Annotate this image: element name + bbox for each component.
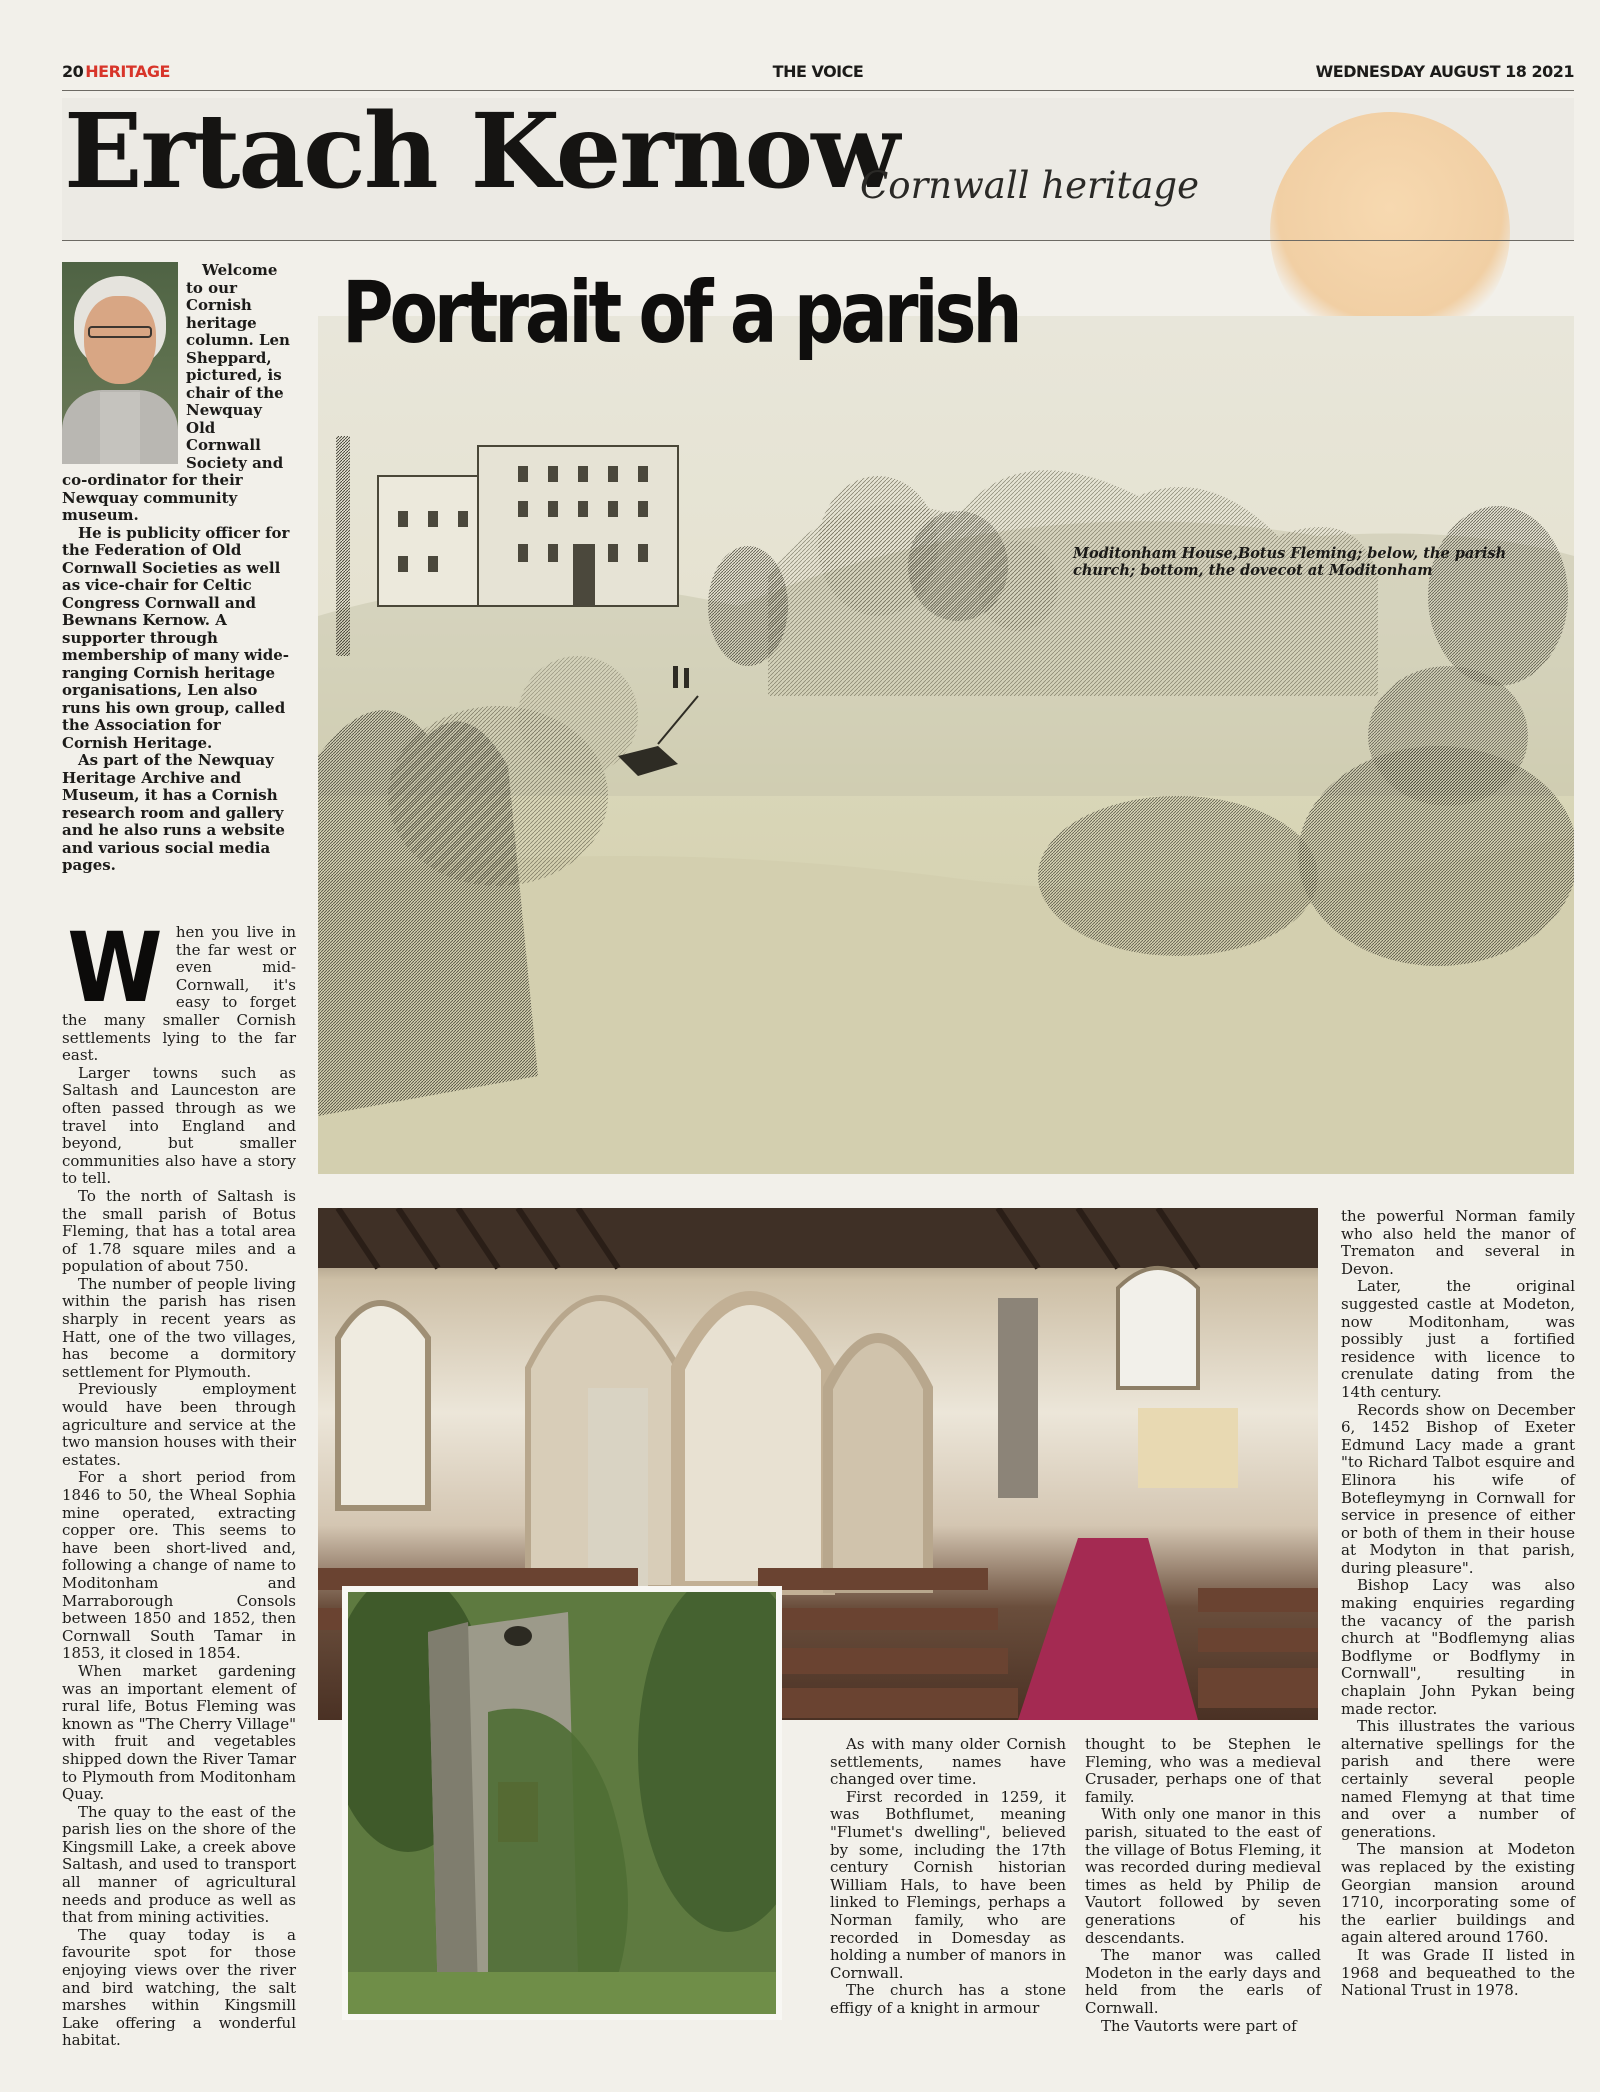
bio-paragraph: Welcome to our Cornish heritage column. Len Sheppard, pictured, is chair of the Newquay Old Cornwall Society and co-ordinator for their Newquay community museum.: [62, 261, 290, 524]
dovecot-photo: [342, 1586, 782, 2020]
article-column-3: [1085, 1736, 1321, 2035]
masthead-subtitle: Cornwall heritage: [860, 164, 1200, 207]
article-paragraph: The Vautorts were part of: [1101, 2016, 1297, 2035]
article-paragraph: The mansion at Modeton was replaced by the existing Georgian mansion around 1710, incorporating some of the earlier buildings and again altered around 1760.: [1341, 1840, 1575, 1947]
folio-line: [62, 62, 1574, 86]
masthead-rule: [62, 240, 1574, 241]
article-headline: Portrait of a parish: [342, 263, 1019, 363]
article-paragraph: To the north of Saltash is the small parish of Botus Fleming, that has a total area of 1.78 square miles and a population of about 750.: [62, 1186, 296, 1276]
article-column-2: [830, 1736, 1066, 2018]
article-paragraph: Larger towns such as Saltash and Launceston are often passed through as we travel into England and beyond, but smaller communities also have a story to tell.: [62, 1063, 296, 1188]
paper-name: THE VOICE: [772, 62, 864, 81]
article-paragraph: Later, the original suggested castle at Modeton, now Moditonham, was possibly just a fortified residence with licence to crenulate dating from the 14th century.: [1341, 1277, 1575, 1401]
article-column-1: [62, 912, 296, 2050]
article-paragraph: The quay today is a favourite spot for those enjoying views over the river and bird watching, the salt marshes within Kingsmill Lake offering a wonderful habitat.: [62, 1925, 296, 2050]
issue-date: WEDNESDAY AUGUST 18 2021: [1315, 62, 1574, 81]
page-number: 20 HERITAGE: [62, 62, 170, 81]
article-paragraph: the powerful Norman family who also held the manor of Trematon and several in Devon.: [1341, 1207, 1575, 1278]
bio-paragraph: He is publicity officer for the Federation of Old Cornwall Societies as well as vice-chair for Celtic Congress Cornwall and Bewnans Kernow. A supporter through membership of many wide-ranging Cornish heritage organisations, Len also runs his own group, called the Association for Cornish Heritage.: [62, 523, 290, 752]
article-paragraph: It was Grade II listed in 1968 and bequeathed to the National Trust in 1978.: [1341, 1945, 1575, 2000]
article-paragraph: As with many older Cornish settlements, names have changed over time.: [830, 1735, 1066, 1789]
article-paragraph: For a short period from 1846 to 50, the Wheal Sophia mine operated, extracting copper ore. This seems to have been short-lived and, following a change of name to Moditonham and Marraborough Consols between 1850 and 1852, then Cornwall South Tamar in 1853, it closed in 1854.: [62, 1468, 296, 1663]
article-paragraph: The quay to the east of the parish lies on the shore of the Kingsmill Lake, a creek above Saltash, and used to transport all manner of agricultural needs and produce as well as that from mining activities.: [62, 1802, 296, 1927]
article-paragraph: When market gardening was an important element of rural life, Botus Fleming was known as "The Cherry Village" with fruit and vegetables shipped down the River Tamar to Plymouth from Moditonham Quay.: [62, 1661, 296, 1804]
article-paragraph: Records show on December 6, 1452 Bishop of Exeter Edmund Lacy made a grant "to Richard Talbot esquire and Elinora his wife of Botefleymyng in Cornwall for service in presence of either or both of them in their house at Modyton in that parish, during pleasure".: [1341, 1400, 1575, 1577]
article-paragraph: This illustrates the various alternative spellings for the parish and there were certainly several people named Flemyng at that time and over a number of generations.: [1341, 1717, 1575, 1841]
dovecot-illustration: [348, 1592, 776, 2014]
article-column-4: [1341, 1208, 1575, 2000]
article-paragraph: Bishop Lacy was also making enquiries regarding the vacancy of the parish church at "Bodflemyng alias Bodflyme or Bodflymy in Cornwall", resulting in chaplain John Pykan being made rector.: [1341, 1576, 1575, 1718]
article-paragraph: When you live in the far west or even mid-Cornwall, it's easy to forget the many smaller Cornish settlements lying to the far east.: [62, 912, 296, 1065]
photo-caption: Moditonham House,Botus Fleming; below, the parish church; bottom, the dovecot at Moditonham: [1073, 545, 1507, 579]
drop-cap: W: [67, 912, 163, 1024]
bio-paragraph: As part of the Newquay Heritage Archive and Museum, it has a Cornish research room and gallery and he also runs a website and various social media pages.: [62, 751, 285, 874]
article-paragraph: With only one manor in this parish, situated to the east of the village of Botus Fleming, it was recorded during medieval times as held by Philip de Vautort followed by seven generations of his descendants.: [1085, 1805, 1321, 1947]
article-paragraph: The manor was called Modeton in the early days and held from the earls of Cornwall.: [1085, 1946, 1321, 2017]
moditonham-house-engraving: [318, 316, 1574, 1174]
masthead-title: Ertach Kernow: [64, 91, 898, 212]
author-bio: [62, 262, 290, 875]
article-paragraph: Previously employment would have been through agriculture and service at the two mansion houses with their estates.: [62, 1380, 296, 1469]
engraving-illustration: [318, 316, 1574, 1174]
article-paragraph: First recorded in 1259, it was Bothflumet, meaning "Flumet's dwelling", believed by some, including the 17th century Cornish historian William Hals, to have been linked to Flemings, perhaps a Norman family, who are recorded in Domesday as holding a number of manors in Cornwall.: [830, 1787, 1066, 1982]
section-label: HERITAGE: [85, 62, 170, 81]
article-paragraph: The number of people living within the parish has risen sharply in recent years as Hatt, one of the two villages, has become a dormitory settlement for Plymouth.: [62, 1274, 296, 1381]
article-paragraph: The church has a stone effigy of a knight in armour: [830, 1981, 1066, 2017]
article-paragraph: thought to be Stephen le Fleming, who was a medieval Crusader, perhaps one of that family.: [1085, 1735, 1321, 1806]
